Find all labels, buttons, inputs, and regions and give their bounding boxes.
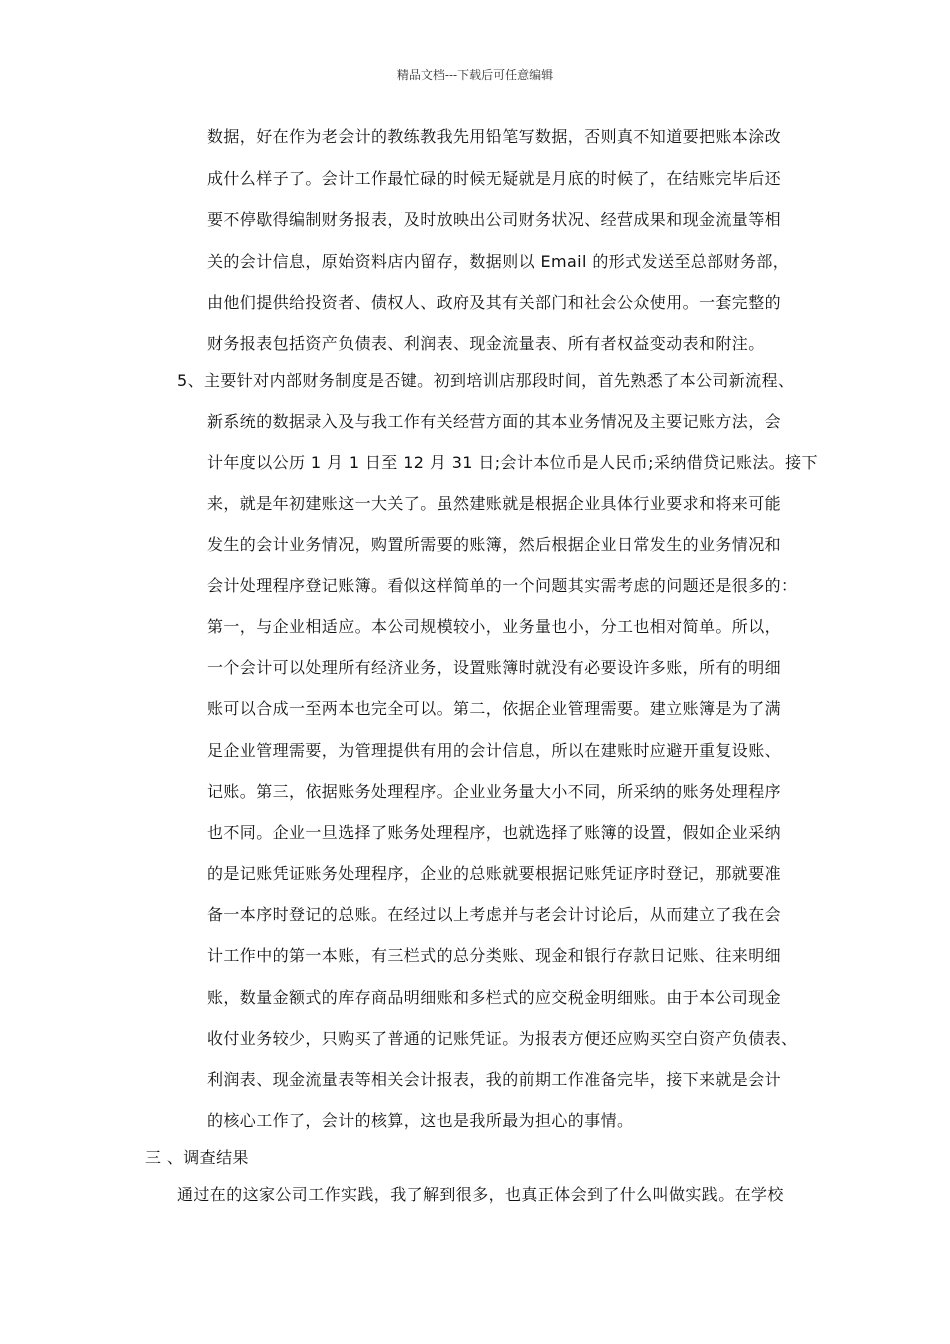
text-line: 计年度以公历 1 月 1 日至 12 月 31 日;会计本位币是人民币;采纳借贷记账法。接下 [207, 453, 818, 472]
page-header: 精品文档---下载后可任意编辑 [396, 68, 554, 82]
text-line: 也不同。企业一旦选择了账务处理程序，也就选择了账簿的设置，假如企业采纳 [207, 823, 782, 842]
text-line: 通过在的这家公司工作实践，我了解到很多，也真正体会到了什么叫做实践。在学校 [177, 1185, 784, 1204]
text-line: 成什么样子了。会计工作最忙碌的时候无疑就是月底的时候了，在结账完毕后还 [207, 169, 782, 188]
text-line: 记账。第三，依据账务处理程序。企业业务量大小不同，所采纳的账务处理程序 [207, 782, 782, 801]
text-line: 一个会计可以处理所有经济业务，设置账簿时就没有必要设许多账，所有的明细 [207, 658, 782, 677]
text-line: 来，就是年初建账这一大关了。虽然建账就是根据企业具体行业要求和将来可能 [207, 494, 782, 513]
text-line: 发生的会计业务情况，购置所需要的账簿，然后根据企业日常发生的业务情况和 [207, 535, 782, 554]
text-line: 利润表、现金流量表等相关会计报表，我的前期工作准备完毕，接下来就是会计 [207, 1070, 782, 1089]
text-line: 账可以合成一至两本也完全可以。第二，依据企业管理需要。建立账簿是为了满 [207, 699, 782, 718]
text-line: 会计处理程序登记账簿。看似这样简单的一个问题其实需考虑的问题还是很多的： [207, 576, 798, 595]
text-line: 的是记账凭证账务处理程序，企业的总账就要根据记账凭证序时登记，那就要准 [207, 864, 782, 883]
text-line: 数据，好在作为老会计的教练教我先用铅笔写数据，否则真不知道要把账本涂改 [207, 127, 782, 146]
text-line: 第一，与企业相适应。本公司规模较小，业务量也小，分工也相对简单。所以， [207, 617, 782, 636]
text-line: 备一本序时登记的总账。在经过以上考虑并与老会计讨论后，从而建立了我在会 [207, 905, 782, 924]
text-line: 账，数量金额式的库存商品明细账和多栏式的应交税金明细账。由于本公司现金 [207, 988, 782, 1007]
text-line: 关的会计信息，原始资料店内留存，数据则以 Email 的形式发送至总部财务部， [207, 252, 790, 271]
text-line: 计工作中的第一本账，有三栏式的总分类账、现金和银行存款日记账、往来明细 [207, 946, 782, 965]
text-line: 的核心工作了，会计的核算，这也是我所最为担心的事情。 [207, 1111, 634, 1130]
text-line: 收付业务较少，只购买了普通的记账凭证。为报表方便还应购买空白资产负债表、 [207, 1029, 798, 1048]
text-line: 要不停歇得编制财务报表，及时放映出公司财务状况、经营成果和现金流量等相 [207, 210, 782, 229]
list-item-5: 5、主要针对内部财务制度是否键。初到培训店那段时间，首先熟悉了本公司新流程、 [177, 371, 795, 390]
section-heading: 三 、调查结果 [145, 1148, 249, 1167]
text-line: 足企业管理需要，为管理提供有用的会计信息，所以在建账时应避开重复设账、 [207, 741, 782, 760]
text-line: 由他们提供给投资者、债权人、政府及其有关部门和社会公众使用。一套完整的 [207, 293, 782, 312]
text-line: 新系统的数据录入及与我工作有关经营方面的其本业务情况及主要记账方法，会 [207, 412, 782, 431]
text-line: 财务报表包括资产负债表、利润表、现金流量表、所有者权益变动表和附注。 [207, 334, 765, 353]
